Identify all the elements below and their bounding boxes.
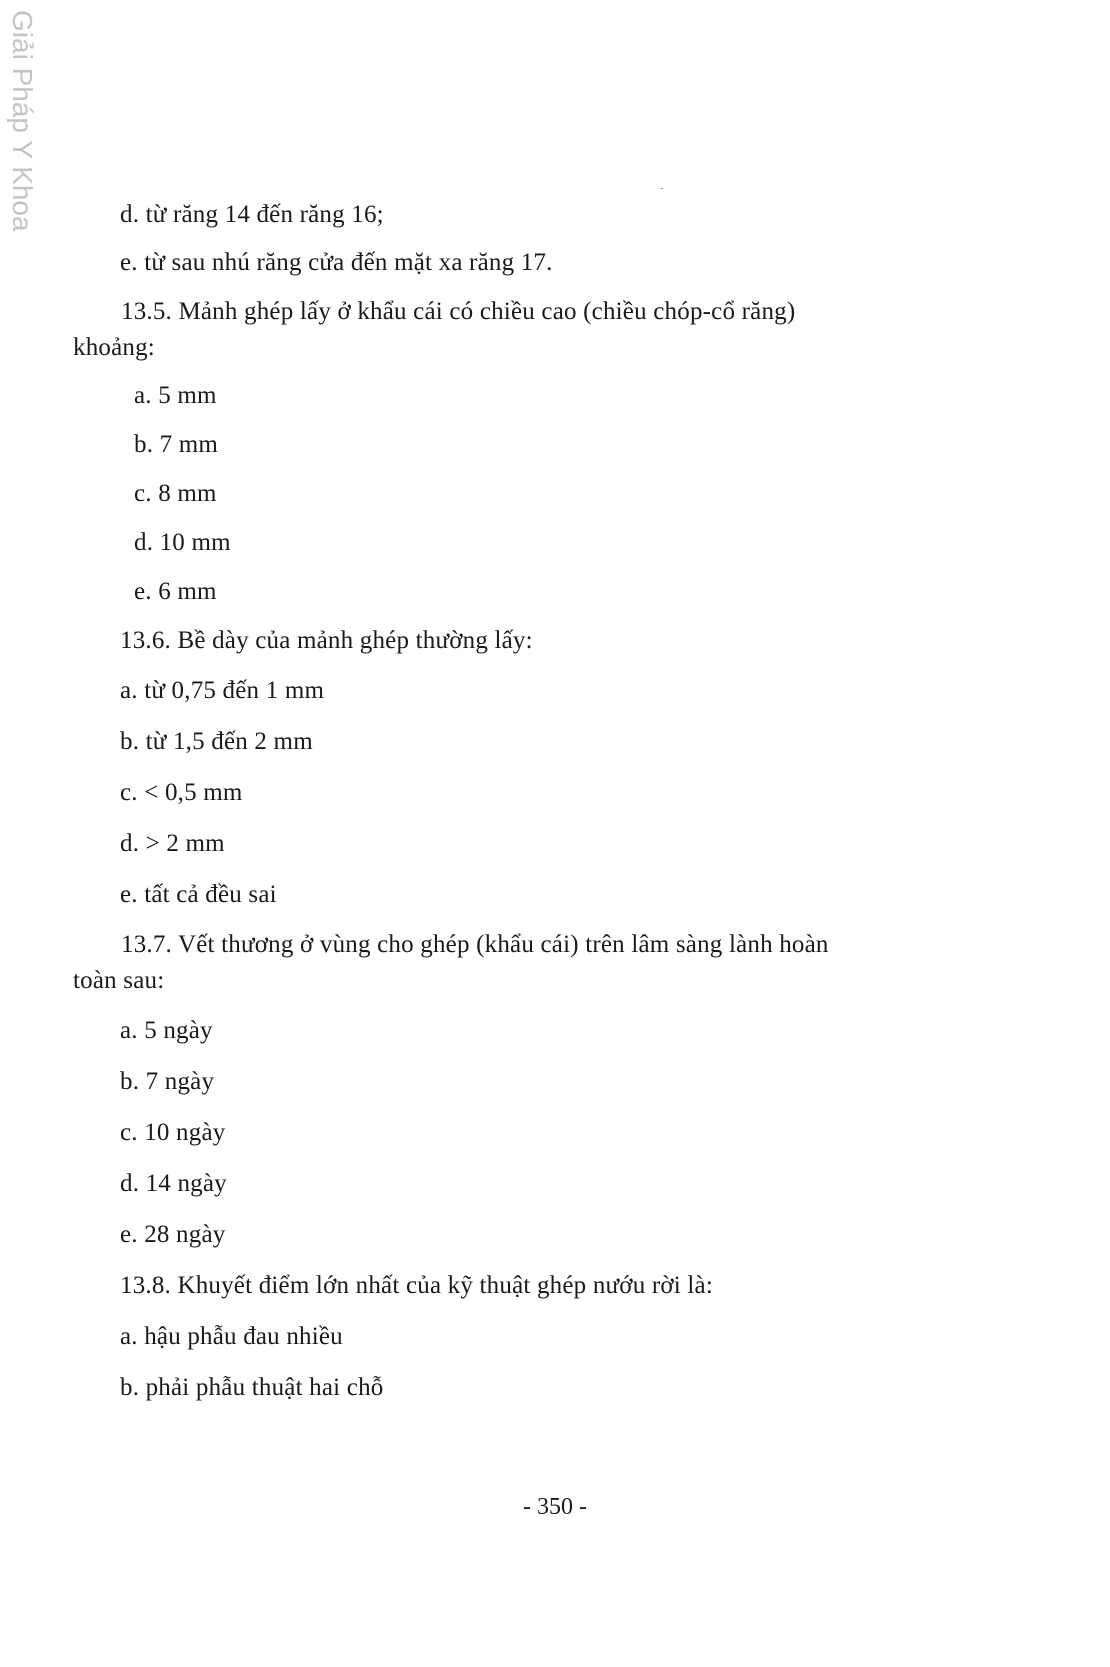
q13-7-option-a: a. 5 ngày bbox=[120, 1017, 213, 1044]
q13-5-option-a: a. 5 mm bbox=[134, 382, 217, 409]
q13-7-option-c: c. 10 ngày bbox=[120, 1119, 226, 1146]
q13-5-option-b: b. 7 mm bbox=[134, 431, 219, 458]
q13-8-option-b: b. phải phẫu thuật hai chỗ bbox=[120, 1374, 384, 1401]
question-13-6: 13.6. Bề dày của mảnh ghép thường lấy: bbox=[120, 627, 533, 654]
q13-5-option-d: d. 10 mm bbox=[134, 529, 231, 556]
q13-6-option-d: d. > 2 mm bbox=[120, 830, 225, 857]
q13-6-option-c: c. < 0,5 mm bbox=[120, 779, 243, 806]
prev-option-d: d. từ răng 14 đến răng 16; bbox=[120, 201, 384, 228]
question-13-7-line1: 13.7. Vết thương ở vùng cho ghép (khẩu cái) trên lâm sàng lành hoàn bbox=[121, 931, 829, 958]
question-13-7-line2: toàn sau: bbox=[73, 967, 165, 994]
watermark: Giải Pháp Y Khoa bbox=[7, 10, 38, 232]
question-13-5-line2: khoảng: bbox=[73, 334, 155, 361]
prev-option-e: e. từ sau nhú răng cửa đến mặt xa răng 17. bbox=[120, 249, 553, 276]
question-13-5 bbox=[73, 297, 941, 363]
q13-8-option-a: a. hậu phẫu đau nhiều bbox=[120, 1323, 343, 1350]
q13-5-option-e: e. 6 mm bbox=[134, 578, 217, 605]
q13-7-option-d: d. 14 ngày bbox=[120, 1170, 227, 1197]
q13-5-option-c: c. 8 mm bbox=[134, 480, 217, 507]
q13-6-option-e: e. tất cả đều sai bbox=[120, 881, 277, 908]
question-13-8: 13.8. Khuyết điểm lớn nhất của kỹ thuật ghép nướu rời là: bbox=[120, 1272, 713, 1299]
question-13-5-line1: 13.5. Mảnh ghép lấy ở khẩu cái có chiều cao (chiều chóp-cổ răng) bbox=[121, 298, 796, 325]
q13-6-option-b: b. từ 1,5 đến 2 mm bbox=[120, 728, 313, 755]
q13-7-option-b: b. 7 ngày bbox=[120, 1068, 215, 1095]
q13-6-option-a: a. từ 0,75 đến 1 mm bbox=[120, 677, 325, 704]
scan-speck bbox=[661, 188, 663, 189]
question-13-7 bbox=[73, 930, 941, 996]
page-number: - 350 - bbox=[523, 1494, 587, 1520]
q13-7-option-e: e. 28 ngày bbox=[120, 1221, 226, 1248]
